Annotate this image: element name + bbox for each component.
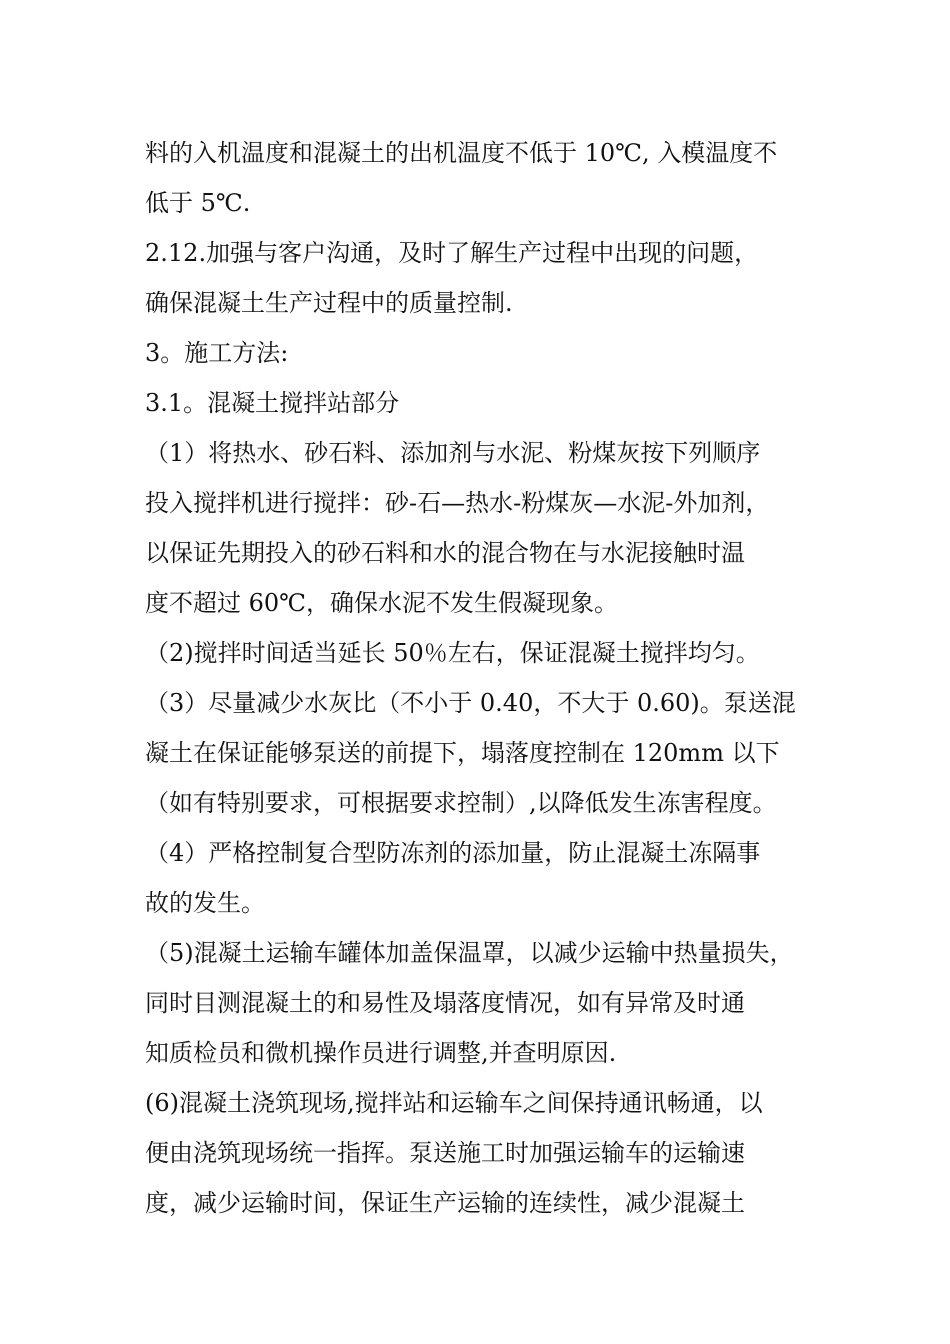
text-line: 度不超过 60℃，确保水泥不发生假凝现象。	[145, 589, 619, 617]
text-line: （5)混凝土运输车罐体加盖保温罩，以减少运输中热量损失，	[145, 939, 794, 967]
text-line: 知质检员和微机操作员进行调整,并查明原因.	[145, 1039, 617, 1067]
text-line: （2)搅拌时间适当延长 50％左右，保证混凝土搅拌均匀。	[145, 639, 760, 667]
subsection-heading: 3.1。混凝土搅拌站部分	[145, 389, 400, 417]
text-line: (6)混凝土浇筑现场,搅拌站和运输车之间保持通讯畅通，以	[145, 1089, 763, 1117]
text-line: 投入搅拌机进行搅拌：砂-石—热水-粉煤灰—水泥-外加剂，	[145, 489, 770, 517]
text-line: （4）严格控制复合型防冻剂的添加量，防止混凝土冻隔事	[145, 839, 761, 867]
text-line: （3）尽量减少水灰比（不小于 0.40，不大于 0.60)。泵送混	[145, 689, 796, 717]
text-line: 故的发生。	[145, 889, 265, 917]
text-line: 同时目测混凝土的和易性及塌落度情况，如有异常及时通	[145, 989, 745, 1017]
text-line: 2.12.加强与客户沟通，及时了解生产过程中出现的问题，	[145, 239, 759, 267]
text-line: 度，减少运输时间，保证生产运输的连续性，减少混凝土	[145, 1189, 745, 1217]
text-line: 便由浇筑现场统一指挥。泵送施工时加强运输车的运输速	[145, 1139, 745, 1167]
text-line: 确保混凝土生产过程中的质量控制.	[145, 289, 513, 317]
text-line: 以保证先期投入的砂石料和水的混合物在与水泥接触时温	[145, 539, 745, 567]
body-text	[145, 128, 825, 1228]
text-line: 凝土在保证能够泵送的前提下，塌落度控制在 120mm 以下	[145, 739, 780, 767]
section-heading: 3。施工方法:	[145, 339, 289, 367]
text-line: （1）将热水、砂石料、添加剂与水泥、粉煤灰按下列顺序	[145, 439, 761, 467]
text-line: 料的入机温度和混凝土的出机温度不低于 10℃, 入模温度不	[145, 139, 778, 167]
text-line: （如有特别要求，可根据要求控制）,以降低发生冻害程度。	[145, 789, 777, 817]
text-line: 低于 5℃.	[145, 189, 251, 217]
